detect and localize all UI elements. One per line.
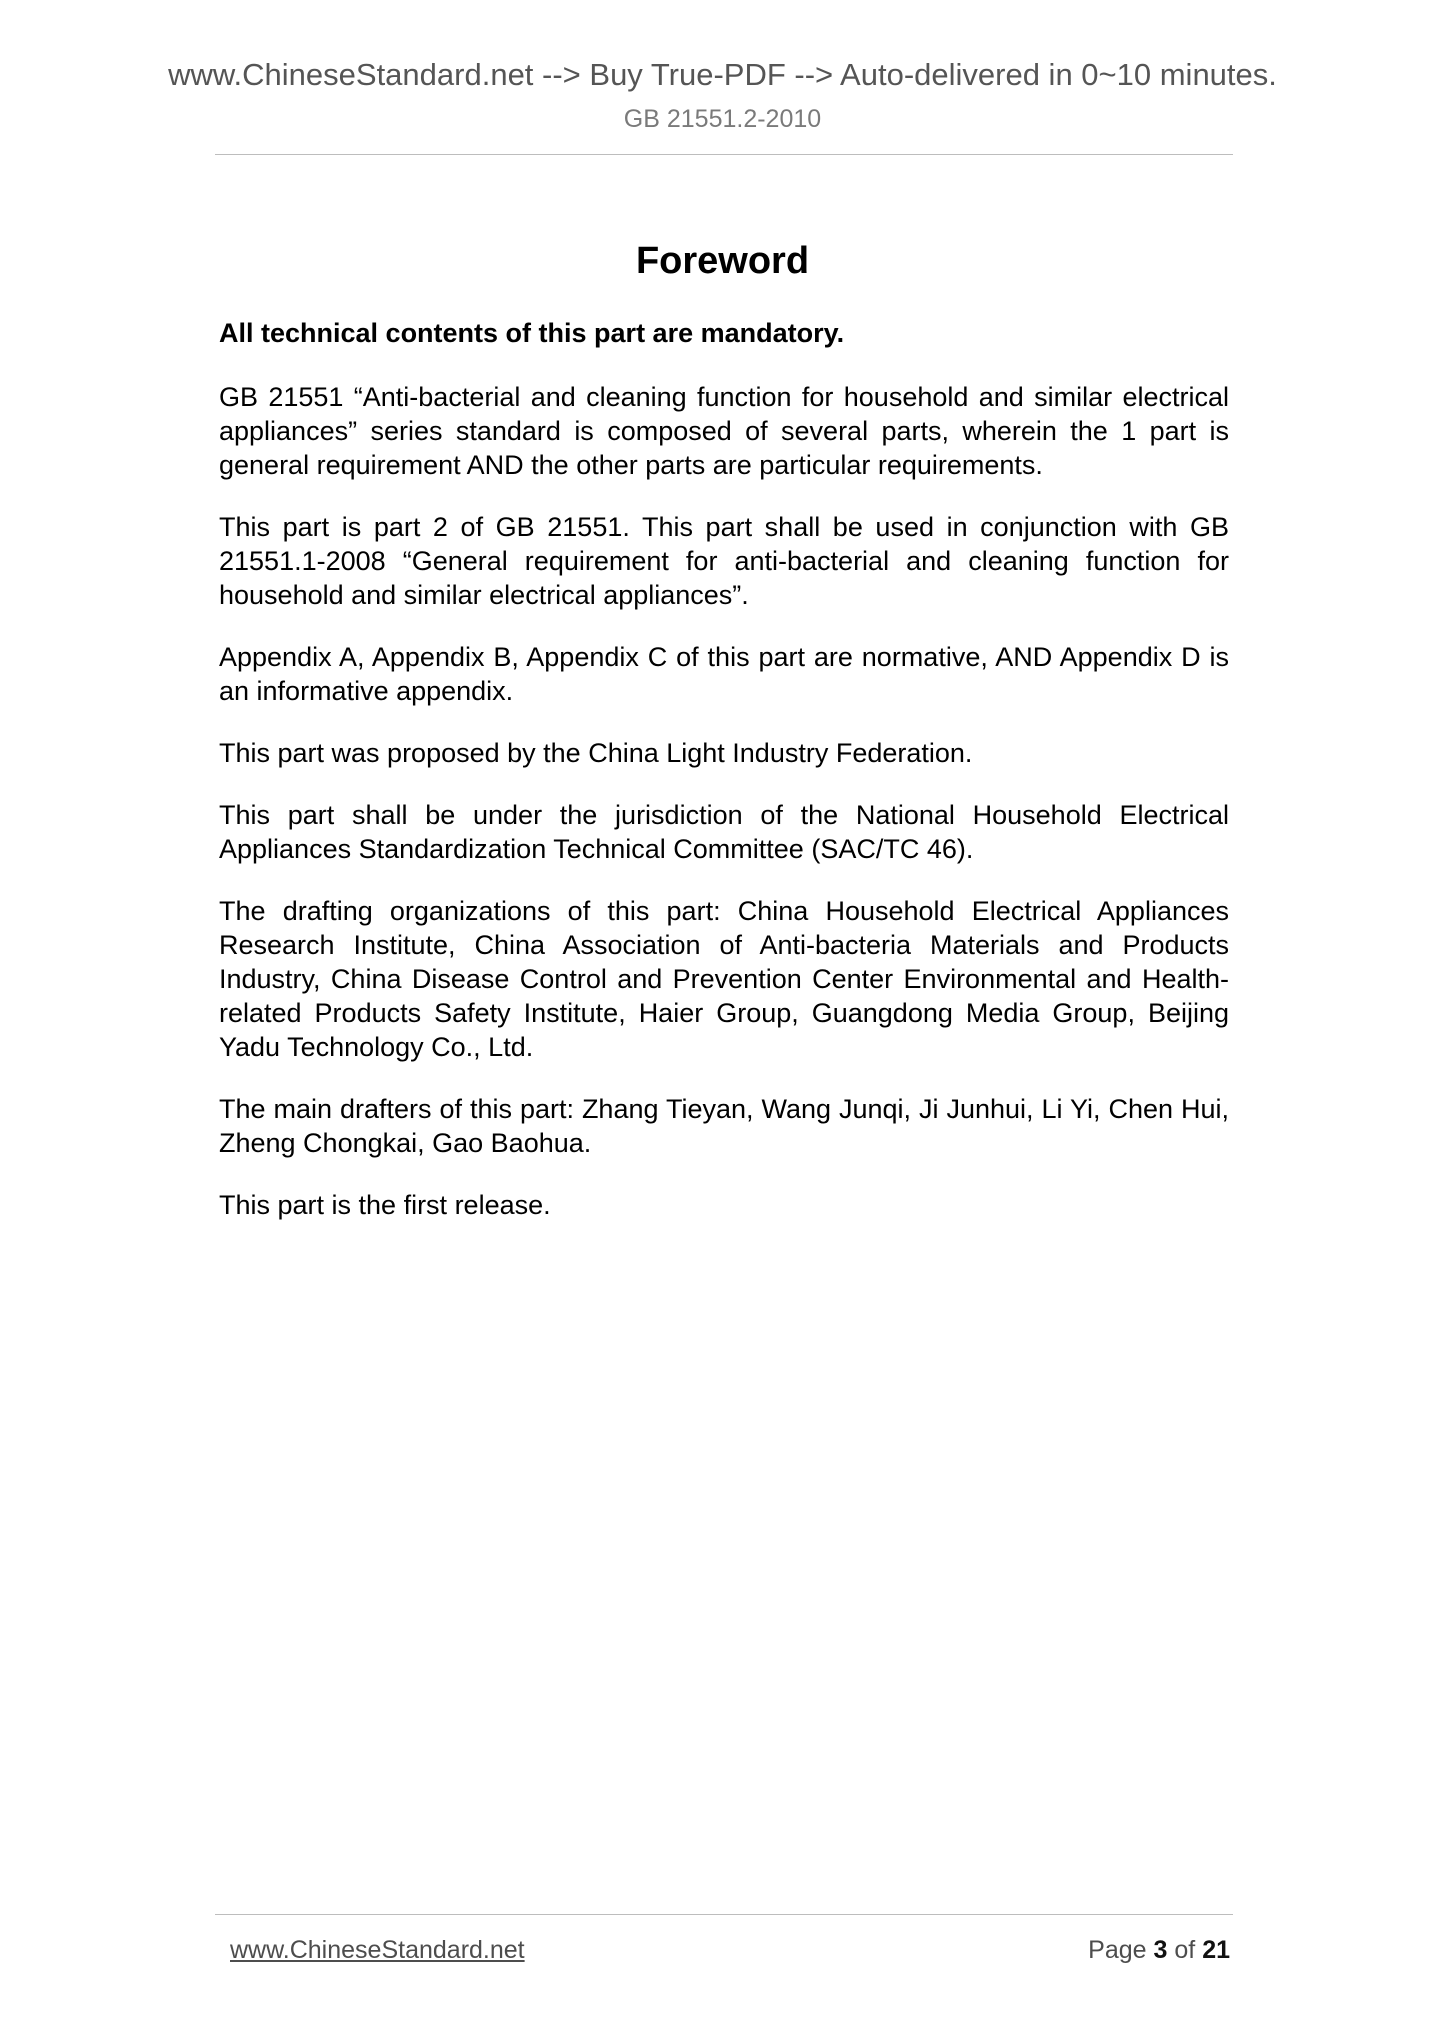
paragraph-jurisdiction: This part shall be under the jurisdiction of the National Household Electrical Appliances Standardization Technical Committee (SAC/TC 46). xyxy=(219,800,1229,864)
paragraph-main-drafters: The main drafters of this part: Zhang Tieyan, Wang Junqi, Ji Junhui, Li Yi, Chen Hui, Zheng Chongkai, Gao Baohua. xyxy=(219,1094,1229,1158)
document-code: GB 21551.2-2010 xyxy=(623,105,822,133)
footer-website-link[interactable]: www.ChineseStandard.net xyxy=(230,1936,525,1964)
page-prefix: Page xyxy=(1088,1936,1147,1964)
header-divider xyxy=(215,154,1233,155)
paragraph-proposer: This part was proposed by the China Light Industry Federation. xyxy=(219,738,973,768)
page-number xyxy=(1088,1936,1230,1965)
foreword-body xyxy=(219,316,1229,1250)
page-title: Foreword xyxy=(635,240,810,282)
page-of: of xyxy=(1174,1936,1196,1964)
footer-divider xyxy=(215,1914,1233,1915)
paragraph-series-overview: GB 21551 “Anti-bacterial and cleaning function for household and similar electrical appliances” series standard is composed of several parts, wherein the 1 part is general requirement AND the other parts are particular requirements. xyxy=(219,382,1229,480)
top-banner: www.ChineseStandard.net --> Buy True-PDF --> Auto-delivered in 0~10 minutes. xyxy=(168,57,1277,92)
paragraph-drafting-organizations: The drafting organizations of this part: China Household Electrical Appliances Research Institute, China Association of Anti-bacteria Materials and Products Industry, China Disease Control and Prevention Center Environmental and Health-related Products Safety Institute, Haier Group, Guangdong Media Group, Beijing Yadu Technology Co., Ltd. xyxy=(219,896,1229,1062)
paragraph-part-scope: This part is part 2 of GB 21551. This part shall be used in conjunction with GB 21551.1-2008 “General requirement for anti-bacterial and cleaning function for household and similar electrical appliances”. xyxy=(219,512,1229,610)
paragraph-release: This part is the first release. xyxy=(219,1190,551,1220)
page-current: 3 xyxy=(1153,1936,1168,1964)
mandatory-statement: All technical contents of this part are mandatory. xyxy=(219,318,845,348)
page-total: 21 xyxy=(1202,1936,1230,1964)
paragraph-appendices: Appendix A, Appendix B, Appendix C of this part are normative, AND Appendix D is an informative appendix. xyxy=(219,642,1229,706)
